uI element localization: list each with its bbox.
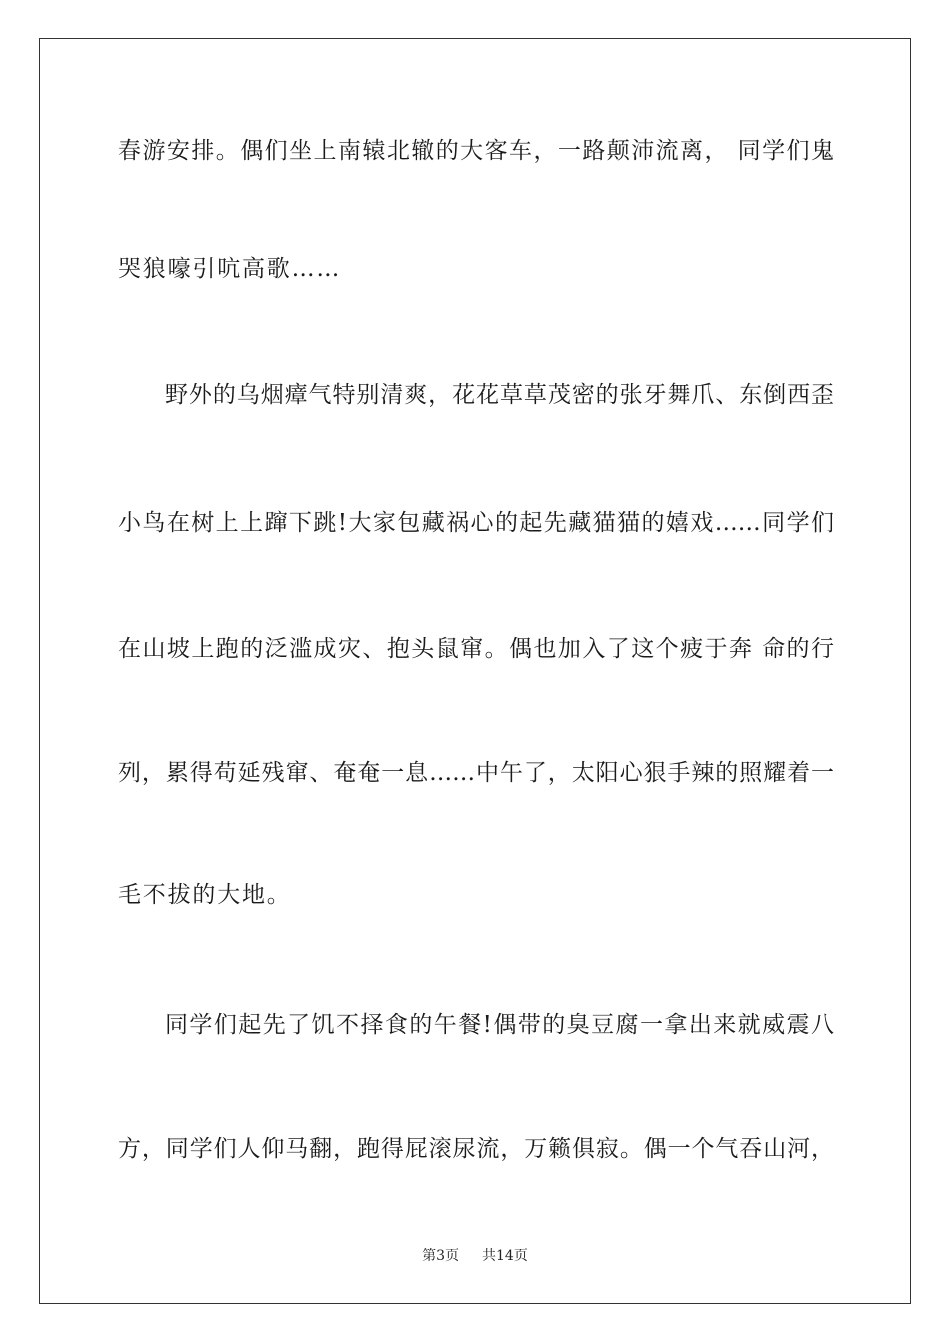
text-line-3: 野外的乌烟瘴气特别清爽，花花草草茂密的张牙舞爪、东倒西歪	[165, 382, 834, 408]
page-number: 第3页	[422, 1248, 460, 1264]
text-line-5: 在山坡上跑的泛滥成灾、抱头鼠窜。偶也加入了这个疲于奔 命的行	[118, 636, 834, 662]
text-line-6: 列，累得苟延残窜、奄奄一息……中午了，太阳心狠手辣的照耀着一	[118, 760, 834, 786]
page-total: 共14页	[482, 1248, 528, 1264]
text-line-4: 小鸟在树上上蹿下跳!大家包藏祸心的起先藏猫猫的嬉戏……同学们	[118, 510, 834, 536]
page-border	[39, 38, 911, 1304]
text-line-9: 方，同学们人仰马翻，跑得屁滚尿流，万籁俱寂。偶一个气吞山河，	[118, 1136, 834, 1162]
text-line-7: 毛不拔的大地。	[118, 882, 292, 908]
text-line-1: 春游安排。偶们坐上南辕北辙的大客车，一路颠沛流离， 同学们鬼	[118, 138, 834, 164]
page-footer	[0, 1246, 950, 1266]
text-line-2: 哭狼嚎引吭高歌……	[118, 256, 342, 282]
text-line-8: 同学们起先了饥不择食的午餐!偶带的臭豆腐一拿出来就威震八	[165, 1012, 834, 1038]
